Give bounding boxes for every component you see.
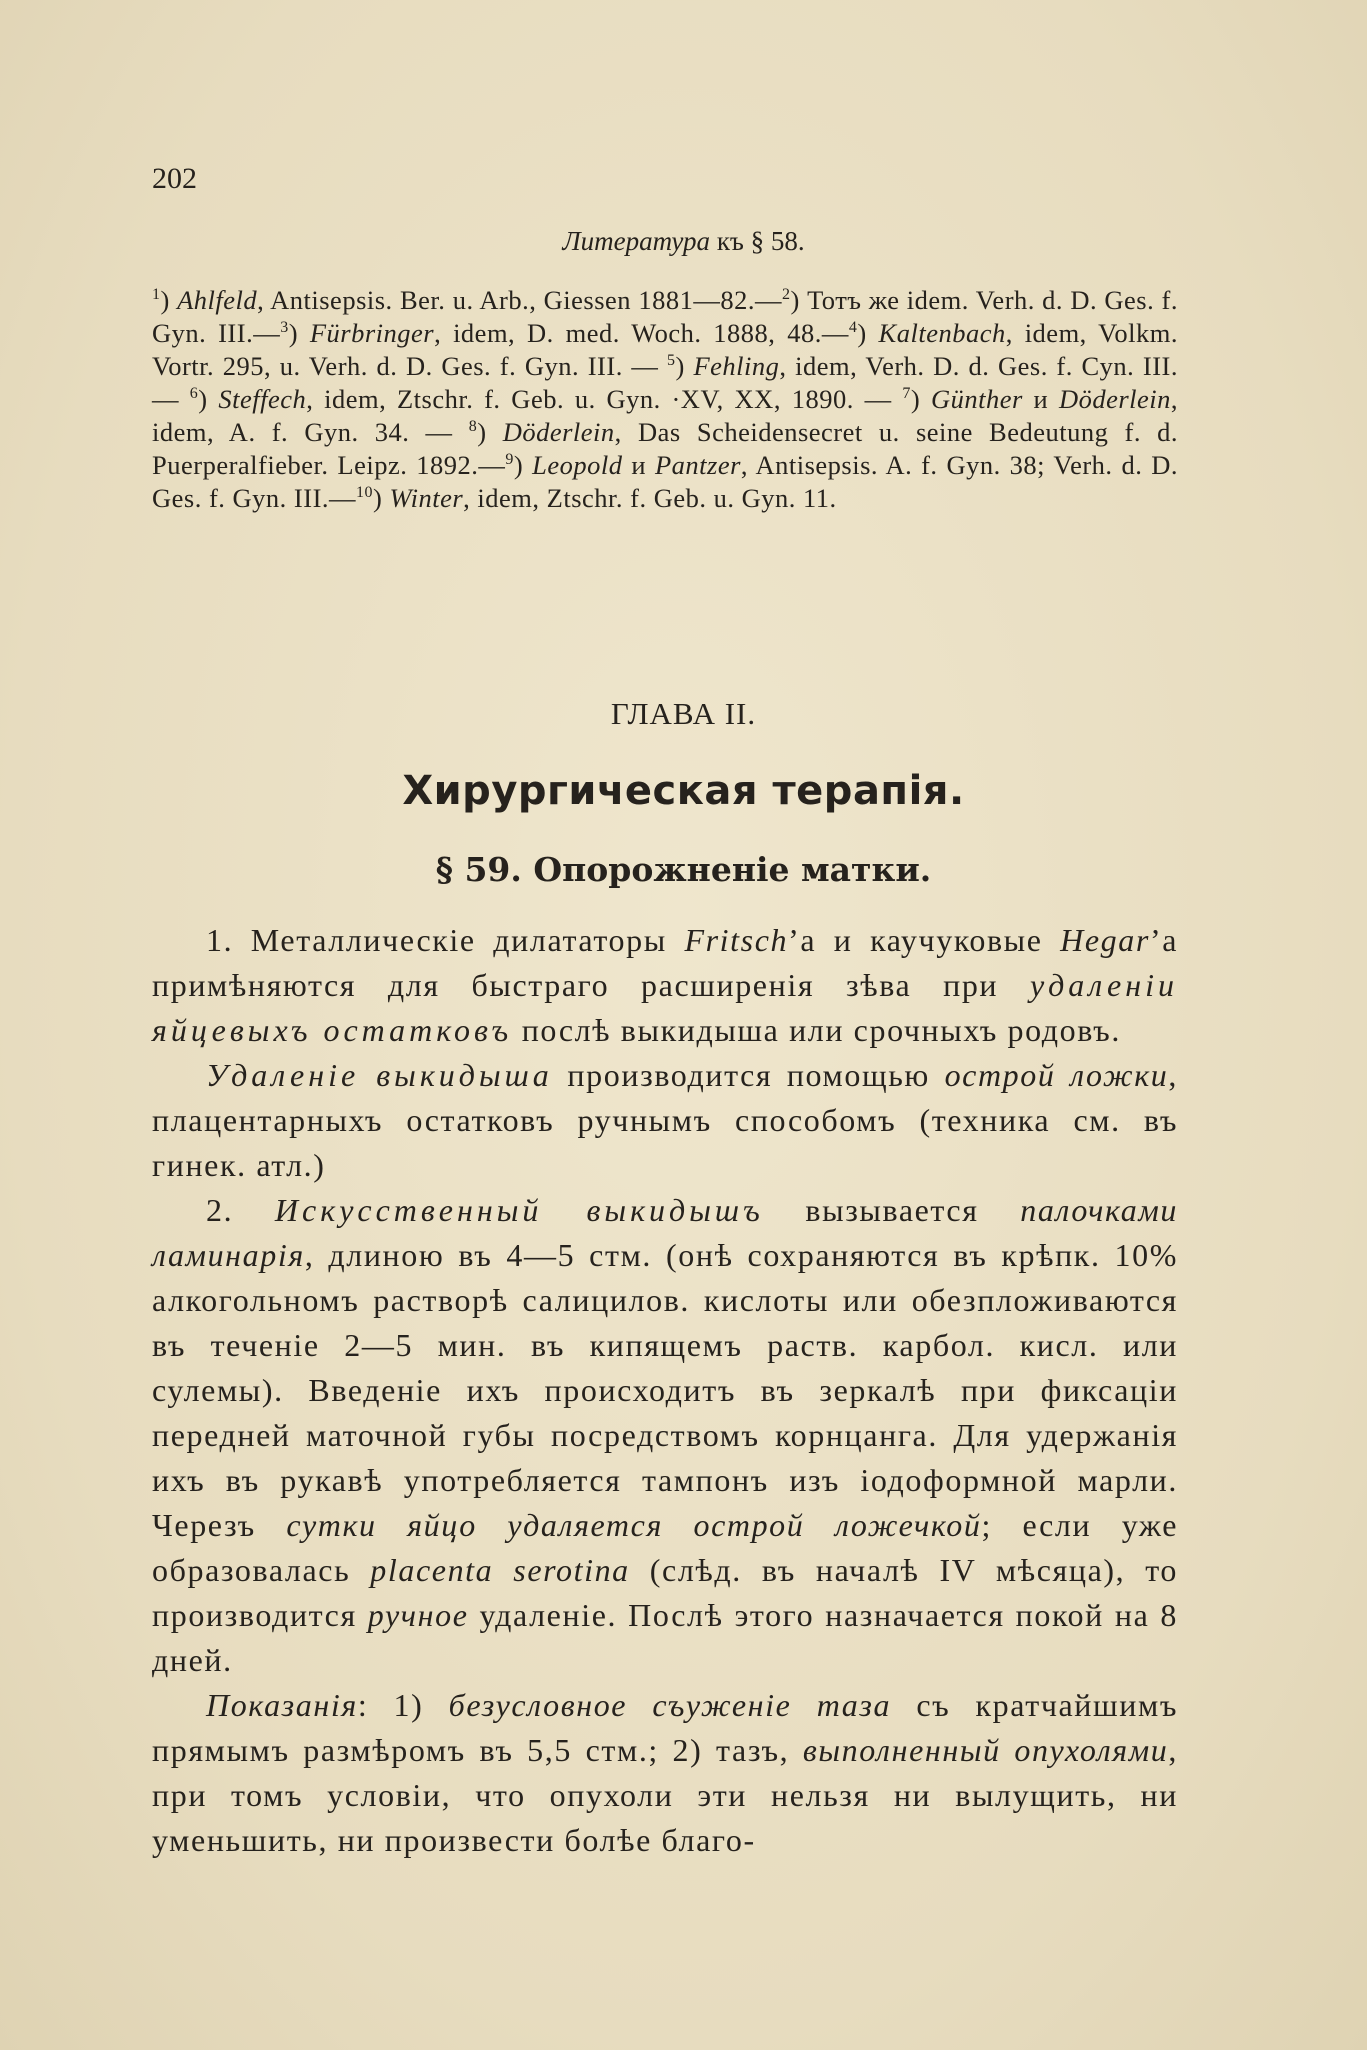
page-number: 202 bbox=[152, 162, 197, 195]
literature-title-label: Литература bbox=[562, 226, 711, 256]
ref-author: Winter bbox=[389, 483, 464, 513]
ref-text: , idem, Ztschr. f. Geb. u. Gyn. 11. bbox=[463, 483, 837, 513]
ref-text: , Das Scheidensecret u. seine Bedeutung f. d. Puerperalfieber. Leipz. 1892.— bbox=[152, 417, 1179, 480]
ref-author: Fehling bbox=[693, 351, 780, 381]
references-block: $^1$) Ahlfeld, Antisepsis. Ber. u. Arb., Giessen 1881—82.—$^2$) Тотъ же idem. Verh. d. D. Ges. f. Gyn. III.—$^3$) Fürbringer, idem, D. med. Woch. 1888, 48.—$^4$) Kaltenbach, idem, Volkm. Vortr. 295, u. Verh. d. D. Ges. f. Gyn. III. — $^5$) Fehling, idem, Verh. D. d. Ges. f. Cyn. III. — $^6$) Steffech, idem, Ztschr. f. Geb. u. Gyn. ·XV, XX, 1890. — $^7$) Günther и Döderlein, idem, A. f. Gyn. 34. — $^8$) Döderlein, Das Scheidensecret u. seine Bedeutung f. d. Puerperalfieber. Leipz. 1892.—$^9$) Leopold и Pantzer, Antisepsis. A. f. Gyn. 38; Verh. d. D. Ges. f. Gyn. III.—$^{10}$) Winter, idem, Ztschr. f. Geb. u. Gyn. 11. bbox=[152, 285, 1179, 513]
paragraph bbox=[152, 1683, 1178, 1863]
emphasis: сутки яйцо удаляется острой ложечкой bbox=[286, 1507, 982, 1543]
body-text bbox=[152, 918, 1178, 1863]
ref-author: Steffech bbox=[218, 384, 307, 414]
text-run: удаленіе. Послѣ этого назначается покой на 8 дней. bbox=[152, 1597, 1179, 1678]
emphasis: placenta serotina bbox=[370, 1552, 630, 1588]
text-run: послѣ выкидыша или срочныхъ родовъ. bbox=[512, 1012, 1121, 1048]
chapter-heading: Хирургическая терапія. bbox=[402, 768, 965, 814]
ref-text: , Antisepsis. Ber. u. Arb., Giessen 1881—82.— bbox=[257, 285, 782, 315]
ref-text: , idem, Verh. D. d. Ges. f. Cyn. III. — bbox=[152, 351, 1178, 414]
emphasis: удаленіи яйцевыхъ остатковъ bbox=[152, 967, 1178, 1048]
emphasis: Искусственный выкидышъ bbox=[274, 1192, 764, 1228]
text-run: , длиною въ 4—5 стм. (онѣ сохраняются въ крѣпк. 10% алкогольномъ растворѣ салицилов. кислоты или обезпложиваются въ теченіе 2—5 мин. въ кипящемъ раств. карбол. кисл. или сулемы). Введеніе ихъ происходитъ въ зеркалѣ при фиксаціи передней маточной губы посредствомъ корнцанга. Для удержанія ихъ въ рукавѣ употребляется тампонъ изъ іодоформной марли. Черезъ bbox=[152, 1237, 1178, 1543]
text-run: съ кратчайшимъ прямымъ размѣромъ въ 5,5 стм.; 2) тазъ, bbox=[152, 1687, 1178, 1768]
ref-text: , idem, D. med. Woch. 1888, 48.— bbox=[434, 318, 849, 348]
emphasis: палочками ламинарія bbox=[152, 1192, 1179, 1273]
chapter-title: ГЛАВА II. bbox=[610, 696, 757, 731]
text-run: : 1) bbox=[357, 1687, 449, 1723]
ref-author: Döderlein bbox=[502, 417, 615, 447]
section-heading: § 59. Опорожненіе матки. bbox=[435, 850, 932, 889]
ref-text: , idem, Ztschr. f. Geb. u. Gyn. ·XV, XX, 1890. — bbox=[306, 384, 892, 414]
ref-text: , Antisepsis. A. f. Gyn. 38; Verh. d. D. Ges. f. Gyn. III.— bbox=[152, 450, 1178, 513]
text-run: производится помощью bbox=[552, 1057, 945, 1093]
ref-text: Тотъ же idem. Verh. d. D. Ges. f. Gyn. III.— bbox=[152, 285, 1178, 348]
ref-text: и bbox=[1022, 384, 1059, 414]
ref-author: Günther bbox=[930, 384, 1023, 414]
text-run: ; если уже образовалась bbox=[152, 1507, 1178, 1588]
ref-text: и bbox=[622, 450, 655, 480]
emphasis: ручное bbox=[367, 1597, 469, 1633]
text-run: , при томъ условіи, что опухоли эти нельзя ни вылущить, ни уменьшить, ни произвести болѣе благо- bbox=[152, 1732, 1178, 1858]
ref-author: Kaltenbach bbox=[878, 318, 1006, 348]
ref-author: Leopold bbox=[532, 450, 623, 480]
text-run: ’а и каучуковые bbox=[788, 922, 1061, 958]
emphasis: выполненный опухолями bbox=[802, 1732, 1169, 1768]
text-run: (слѣд. въ началѣ IV мѣсяца), то производится bbox=[152, 1552, 1178, 1633]
emphasis: Удаленіе выкидыша bbox=[206, 1057, 553, 1093]
text-run: вызывается bbox=[763, 1192, 1021, 1228]
paragraph bbox=[152, 1053, 1178, 1188]
text-run: 1. Металлическіе дилататоры bbox=[206, 922, 685, 958]
name-italic: Hegar bbox=[1060, 922, 1150, 958]
text-run: , плацентарныхъ остатковъ ручнымъ способомъ (техника см. въ гинек. атл.) bbox=[152, 1057, 1178, 1183]
paragraph bbox=[152, 918, 1178, 1053]
text-run: ’а примѣняются для быстраго расширенія зѣва при bbox=[152, 922, 1178, 1003]
emphasis: безусловное съуженіе таза bbox=[448, 1687, 892, 1723]
emphasis: Показанія bbox=[206, 1687, 358, 1723]
text-run: 2. bbox=[206, 1192, 275, 1228]
literature-title bbox=[0, 226, 1367, 257]
emphasis: острой ложки bbox=[944, 1057, 1169, 1093]
literature-title-suffix: къ § 58. bbox=[716, 226, 805, 256]
name-italic: Fritsch bbox=[684, 922, 789, 958]
ref-text: , idem, A. f. Gyn. 34. — bbox=[152, 384, 1179, 447]
ref-author: Fürbringer bbox=[309, 318, 435, 348]
ref-text: , idem, Volkm. Vortr. 295, u. Verh. d. D. Ges. f. Gyn. III. — bbox=[152, 318, 1178, 381]
ref-author: Döderlein bbox=[1058, 384, 1171, 414]
ref-author: Pantzer bbox=[654, 450, 741, 480]
paragraph bbox=[152, 1188, 1178, 1683]
ref-author: Ahlfeld bbox=[177, 285, 258, 315]
